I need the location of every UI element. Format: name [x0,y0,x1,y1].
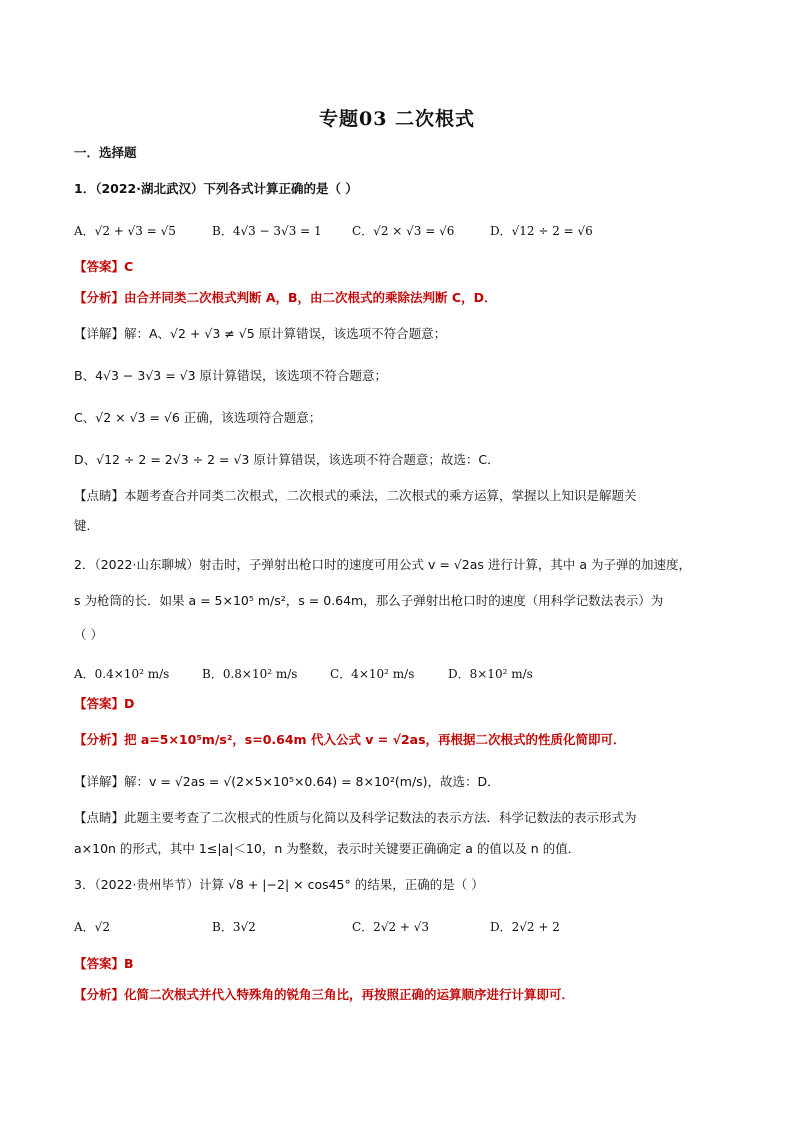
q1-option-d: D．√12 ÷ 2 = √6 [490,224,593,238]
q2-detail: 【详解】解：v = √2as = √(2×5×10⁵×0.64) = 8×10²(m/s)，故选：D． [74,774,500,789]
q1-detail-line-3: C、√2 × √3 = √6 正确，该选项符合题意； [74,410,322,425]
q3-option-d: D．2√2 + 2 [490,920,560,934]
q1-option-a: A．√2 + √3 = √5 [74,224,176,238]
q3-option-c: C．2√2 + √3 [352,920,430,934]
q3-options [74,918,754,936]
q2-comment-line-2: a×10n 的形式，其中 1≤|a|＜10，n 为整数，表示时关键要正确确定 a 的值以及 n 的值． [74,841,581,856]
q3-analysis: 【分析】化简二次根式并代入特殊角的锐角三角比，再按照正确的运算顺序进行计算即可． [74,987,575,1002]
section-heading: 一．选择题 [74,145,137,160]
q2-stem-line-2: s 为枪筒的长．如果 a = 5×10⁵ m/s²，s = 0.64m，那么子弹射出枪口时的速度（用科学记数法表示）为 [74,593,664,608]
q2-options [74,665,754,683]
q1-options [74,222,754,240]
q1-detail-line-4: D、√12 ÷ 2 = 2√3 ÷ 2 = √3 原计算错误，该选项不符合题意；故选：C． [74,452,500,467]
q3-answer: 【答案】B [74,956,134,971]
q1-option-b: B．4√3 − 3√3 = 1 [212,224,322,238]
q2-option-a: A．0.4×10² m/s [74,667,170,681]
q2-option-d: D．8×10² m/s [448,667,533,681]
q1-analysis: 【分析】由合并同类二次根式判断 A，B，由二次根式的乘除法判断 C，D． [74,290,497,305]
q2-analysis: 【分析】把 a=5×10⁵m/s²，s=0.64m 代入公式 v = √2as，再根据二次根式的性质化简即可． [74,732,626,747]
q1-option-c: C．√2 × √3 = √6 [352,224,455,238]
page-title: 专题03 二次根式 [318,108,476,130]
q3-stem: 3．（2022·贵州毕节）计算 √8 + |−2| × cos45° 的结果，正确的是（ ） [74,877,484,892]
q2-comment-line-1: 【点睛】此题主要考查了二次根式的性质与化简以及科学记数法的表示方法．科学记数法的表示形式为 [74,810,637,825]
q2-answer: 【答案】D [74,696,135,711]
q1-stem: 1．（2022·湖北武汉）下列各式计算正确的是（ ） [74,181,358,196]
q3-option-a: A．√2 [74,920,110,934]
q1-answer: 【答案】C [74,259,134,274]
q2-stem-line-1: 2．（2022·山东聊城）射击时，子弹射出枪口时的速度可用公式 v = √2as 进行计算，其中 a 为子弹的加速度， [74,557,691,572]
q1-comment-line-1: 【点睛】本题考查合并同类二次根式，二次根式的乘法，二次根式的乘方运算，掌握以上知识是解题关 [74,488,637,503]
q2-stem-line-3: （ ） [74,627,103,642]
q2-option-c: C．4×10² m/s [330,667,415,681]
q1-detail-line-1: 【详解】解：A、√2 + √3 ≠ √5 原计算错误，该选项不符合题意； [74,326,447,341]
q2-option-b: B．0.8×10² m/s [202,667,298,681]
q1-detail-line-2: B、4√3 − 3√3 = √3 原计算错误，该选项不符合题意； [74,368,388,383]
q3-option-b: B．3√2 [212,920,256,934]
q1-comment-line-2: 键． [74,518,100,533]
